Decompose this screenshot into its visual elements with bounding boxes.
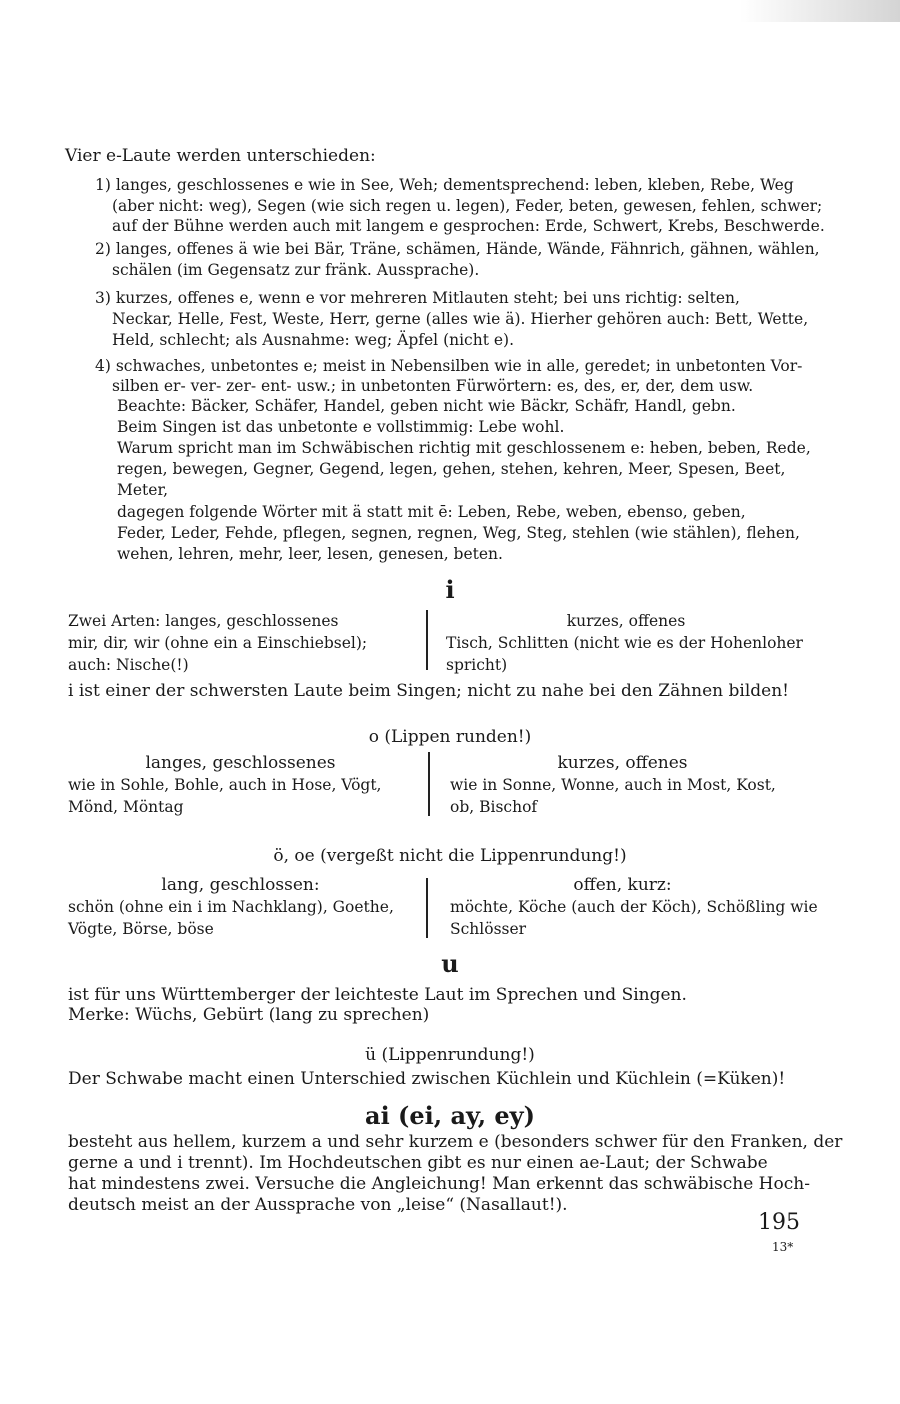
e-list-line: Feder, Leder, Fehde, pflegen, segnen, regnen, Weg, Steg, stehlen (wie stählen), flehen, (117, 524, 800, 542)
e-list-line: 1) langes, geschlossenes e wie in See, Weh; dementsprechend: leben, kleben, Rebe, Weg (95, 176, 794, 194)
page-number: 195 (758, 1210, 800, 1235)
section-title-ai: ai (ei, ay, ey) (365, 1101, 535, 1130)
e-list-line: 4) schwaches, unbetontes e; meist in Nebensilben wie in alle, geredet; in unbetonten Vor- (95, 357, 803, 375)
oe-right-line: Schlösser (450, 920, 527, 938)
e-list-line: Beachte: Bäcker, Schäfer, Handel, geben nicht wie Bäckr, Schäfr, Handl, gebn. (117, 397, 736, 415)
oe-right-column (450, 874, 818, 940)
i-right-line: kurzes, offenes (566, 612, 686, 630)
e-list-line: (aber nicht: weg), Segen (wie sich regen u. legen), Feder, beten, gewesen, fehlen, schwer; (112, 197, 823, 215)
e-list-line: Warum spricht man im Schwäbischen richtig mit geschlossenem e: heben, beben, Rede, (117, 439, 811, 457)
i-left-line: auch: Nische(!) (68, 656, 189, 674)
o-right-head: kurzes, offenes (557, 753, 688, 773)
i-left-column (68, 610, 367, 676)
ai-line: hat mindestens zwei. Versuche die Angleichung! Man erkennt das schwäbische Hoch- (68, 1174, 810, 1194)
oe-left-head: lang, geschlossen: (161, 875, 320, 895)
oe-right-line: möchte, Köche (auch der Köch), Schößling wie (450, 898, 818, 916)
o-right-line: ob, Bischof (450, 798, 538, 816)
oe-right-head: offen, kurz: (573, 875, 672, 895)
e-list-line: Neckar, Helle, Fest, Weste, Herr, gerne (alles wie ä). Hierher gehören auch: Bett, Wette, (112, 310, 809, 328)
e-list-line: schälen (im Gegensatz zur fränk. Aussprache). (112, 261, 480, 279)
section-title-i: i (445, 575, 455, 604)
ai-line: besteht aus hellem, kurzem a und sehr kurzem e (besonders schwer für den Franken, der (68, 1132, 843, 1152)
u-line: Merke: Wüchs, Gebürt (lang zu sprechen) (68, 1005, 430, 1025)
i-right-line: Tisch, Schlitten (nicht wie es der Hohenloher (446, 634, 803, 652)
e-list-line: Held, schlecht; als Ausnahme: weg; Äpfel (nicht e). (112, 331, 515, 349)
ue-line: Der Schwabe macht einen Unterschied zwischen Küchlein und Küchlein (=Küken)! (68, 1069, 786, 1089)
signature-mark: 13* (772, 1240, 794, 1254)
o-left-line: Mönd, Möntag (68, 798, 184, 816)
section-title-u: u (441, 949, 459, 978)
i-left-line: Zwei Arten: langes, geschlossenes (68, 612, 339, 630)
e-list-line: silben er- ver- zer- ent- usw.; in unbetonten Fürwörtern: es, des, er, der, dem usw. (112, 377, 754, 395)
section-title-o: o (Lippen runden!) (368, 727, 532, 747)
column-divider (428, 752, 430, 816)
i-right-column (446, 610, 806, 676)
e-list-line: wehen, lehren, mehr, leer, lesen, genesen, beten. (117, 545, 503, 563)
intro-line: Vier e-Laute werden unterschieden: (65, 146, 376, 166)
oe-left-line: Vögte, Börse, böse (68, 920, 214, 938)
o-right-column (450, 752, 795, 818)
section-title-ue: ü (Lippenrundung!) (365, 1045, 535, 1065)
oe-left-column (68, 874, 413, 940)
e-list-line: 2) langes, offenes ä wie bei Bär, Träne, schämen, Hände, Wände, Fähnrich, gähnen, wählen, (95, 240, 820, 258)
e-list-line: Meter, (117, 481, 169, 499)
e-list-line: auf der Bühne werden auch mit langem e gesprochen: Erde, Schwert, Krebs, Beschwerde. (112, 217, 825, 235)
u-line: ist für uns Württemberger der leichteste Laut im Sprechen und Singen. (68, 985, 687, 1005)
o-left-line: wie in Sohle, Bohle, auch in Hose, Vögt, (68, 776, 382, 794)
e-list-line: Beim Singen ist das unbetonte e vollstimmig: Lebe wohl. (117, 418, 565, 436)
oe-left-line: schön (ohne ein i im Nachklang), Goethe, (68, 898, 394, 916)
e-list-line: regen, bewegen, Gegner, Gegend, legen, gehen, stehen, kehren, Meer, Spesen, Beet, (117, 460, 786, 478)
o-right-line: wie in Sonne, Wonne, auch in Most, Kost, (450, 776, 776, 794)
i-left-line: mir, dir, wir (ohne ein a Einschiebsel); (68, 634, 368, 652)
ai-line: gerne a und i trennt). Im Hochdeutschen gibt es nur einen ae-Laut; der Schwabe (68, 1153, 768, 1173)
o-left-head: langes, geschlossenes (145, 753, 336, 773)
i-right-line: spricht) (446, 656, 508, 674)
section-title-oe: ö, oe (vergeßt nicht die Lippenrundung!) (273, 846, 627, 866)
column-divider (426, 610, 428, 670)
i-note: i ist einer der schwersten Laute beim Singen; nicht zu nahe bei den Zähnen bilden! (68, 681, 789, 701)
e-list-line: 3) kurzes, offenes e, wenn e vor mehreren Mitlauten steht; bei uns richtig: selten, (95, 289, 740, 307)
e-list-line: dagegen folgende Wörter mit ä statt mit ē: Leben, Rebe, weben, ebenso, geben, (117, 503, 746, 521)
ai-line: deutsch meist an der Aussprache von „leise“ (Nasallaut!). (68, 1195, 568, 1215)
o-left-column (68, 752, 413, 818)
scan-smudge (740, 0, 900, 22)
column-divider (426, 878, 428, 938)
